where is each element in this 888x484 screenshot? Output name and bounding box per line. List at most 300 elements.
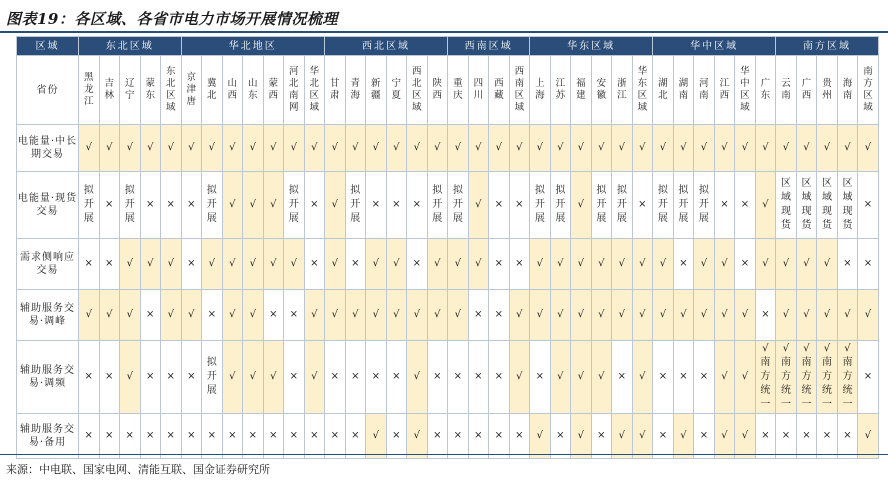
- status-cell: [571, 414, 592, 459]
- status-cell: [489, 341, 510, 414]
- status-cell: [632, 239, 653, 290]
- status-cell: [304, 414, 325, 459]
- status-value: ×: [351, 430, 360, 441]
- status-cell: [755, 239, 776, 290]
- status-cell: [571, 239, 592, 290]
- status-cell: [509, 239, 530, 290]
- status-cell: [366, 125, 387, 172]
- status-value: 拟开展: [678, 185, 689, 224]
- status-value: √: [270, 199, 277, 210]
- province-cell: [735, 56, 756, 125]
- status-value: ×: [494, 430, 504, 441]
- status-value: ×: [84, 371, 93, 382]
- province-name: 江西: [719, 78, 730, 101]
- status-value: √: [393, 258, 400, 269]
- status-value: √: [106, 309, 113, 320]
- status-cell: [714, 239, 735, 290]
- status-value: √: [782, 142, 790, 153]
- status-cell: [243, 414, 264, 459]
- status-value: ×: [289, 430, 298, 441]
- status-value: ×: [863, 371, 873, 382]
- province-name: 吉林: [104, 78, 114, 101]
- status-value: 拟开展: [657, 185, 668, 224]
- status-cell: [776, 172, 797, 239]
- status-value: ×: [679, 371, 688, 382]
- status-cell: [325, 172, 346, 239]
- status-value: √: [167, 309, 174, 320]
- status-value: √: [618, 142, 626, 153]
- status-cell: [735, 172, 756, 239]
- province-name: 安徽: [596, 78, 607, 101]
- province-name: 云南: [781, 78, 791, 101]
- status-value: 拟开展: [616, 185, 627, 224]
- status-value: √: [618, 309, 626, 320]
- footer-rule: [0, 454, 888, 455]
- status-cell: [653, 290, 674, 341]
- market-status-table: [16, 36, 879, 459]
- status-cell: [140, 414, 161, 459]
- status-cell: [284, 125, 305, 172]
- province-cell: [694, 56, 715, 125]
- status-cell: [345, 290, 366, 341]
- trade-type-label: 辅助服务交易·调频: [17, 341, 79, 414]
- status-cell: [161, 239, 182, 290]
- status-value: ×: [474, 371, 483, 382]
- title-rule: [0, 31, 888, 33]
- status-value: √: [167, 258, 174, 269]
- status-cell: [776, 290, 797, 341]
- status-value: √: [639, 309, 646, 320]
- province-name: 南方区域: [863, 66, 873, 113]
- status-cell: [632, 172, 653, 239]
- status-value: ×: [474, 309, 483, 320]
- status-cell: [550, 125, 571, 172]
- status-cell: [632, 414, 653, 459]
- status-value: ×: [289, 309, 298, 320]
- status-value: √: [536, 309, 544, 320]
- status-value: ×: [371, 371, 380, 382]
- status-value: √南方统一: [821, 343, 832, 410]
- status-value: 区域现货: [801, 178, 812, 231]
- status-value: √: [680, 309, 687, 320]
- status-value: √: [516, 371, 523, 382]
- status-cell: [427, 290, 448, 341]
- province-cell: [263, 56, 284, 125]
- status-cell: [837, 239, 858, 290]
- status-value: ×: [351, 258, 360, 269]
- status-cell: [448, 341, 469, 414]
- status-value: √: [659, 142, 667, 153]
- status-cell: [468, 172, 489, 239]
- status-value: √: [741, 309, 749, 320]
- status-cell: [632, 290, 653, 341]
- status-cell: [571, 125, 592, 172]
- status-value: √: [823, 142, 831, 153]
- status-cell: [79, 414, 100, 459]
- status-cell: [222, 125, 243, 172]
- status-cell: [591, 239, 612, 290]
- status-cell: [202, 125, 223, 172]
- status-value: √: [372, 430, 379, 441]
- status-cell: [714, 341, 735, 414]
- status-value: √: [782, 309, 790, 320]
- status-value: √: [618, 430, 626, 441]
- status-value: √: [229, 309, 236, 320]
- status-value: ×: [105, 258, 114, 269]
- status-cell: [509, 341, 530, 414]
- trade-type-row: [17, 414, 879, 459]
- status-cell: [694, 414, 715, 459]
- status-cell: [448, 414, 469, 459]
- status-cell: [345, 414, 366, 459]
- status-value: ×: [166, 199, 175, 210]
- province-name: 广东: [760, 78, 771, 101]
- province-name: 福建: [576, 78, 586, 101]
- status-value: ×: [330, 371, 339, 382]
- status-value: √: [557, 371, 564, 382]
- status-value: ×: [84, 258, 93, 269]
- status-value: √: [249, 199, 256, 210]
- status-cell: [140, 239, 161, 290]
- status-cell: [858, 125, 879, 172]
- status-value: √: [229, 258, 236, 269]
- status-cell: [694, 239, 715, 290]
- status-value: √: [536, 142, 544, 153]
- status-cell: [632, 125, 653, 172]
- status-cell: [202, 239, 223, 290]
- trade-type-label: 辅助服务交易·备用: [17, 414, 79, 459]
- province-cell: [99, 56, 120, 125]
- status-cell: [181, 239, 202, 290]
- status-value: √: [147, 258, 154, 269]
- status-cell: [653, 341, 674, 414]
- status-value: √: [352, 142, 359, 153]
- province-name: 四川: [473, 78, 484, 101]
- status-cell: [796, 290, 817, 341]
- status-cell: [140, 290, 161, 341]
- status-cell: [776, 414, 797, 459]
- status-cell: [612, 414, 633, 459]
- status-cell: [284, 239, 305, 290]
- status-value: √: [577, 142, 585, 153]
- province-name: 浙江: [617, 78, 627, 101]
- status-cell: [407, 125, 428, 172]
- status-cell: [468, 341, 489, 414]
- status-value: 拟开展: [698, 185, 709, 224]
- status-value: ×: [699, 371, 709, 382]
- status-cell: [263, 172, 284, 239]
- status-cell: [386, 125, 407, 172]
- status-cell: [263, 341, 284, 414]
- region-header: 华中区域: [653, 37, 776, 56]
- status-value: √: [311, 371, 318, 382]
- status-cell: [632, 341, 653, 414]
- status-cell: [325, 125, 346, 172]
- status-value: √: [741, 371, 749, 382]
- status-cell: [694, 290, 715, 341]
- status-value: 拟开展: [452, 185, 463, 224]
- status-cell: [243, 239, 264, 290]
- status-cell: [304, 172, 325, 239]
- province-cell: [181, 56, 202, 125]
- status-value: √: [290, 258, 297, 269]
- status-value: √南方统一: [760, 343, 771, 410]
- status-value: √: [680, 142, 687, 153]
- province-cell: [530, 56, 551, 125]
- status-value: √: [126, 142, 133, 153]
- status-cell: [366, 290, 387, 341]
- status-value: √: [639, 430, 646, 441]
- status-cell: [755, 290, 776, 341]
- status-cell: [468, 125, 489, 172]
- status-cell: [796, 239, 817, 290]
- status-cell: [161, 125, 182, 172]
- status-value: √: [721, 309, 728, 320]
- status-cell: [694, 341, 715, 414]
- status-cell: [222, 172, 243, 239]
- status-cell: [837, 341, 858, 414]
- status-cell: [99, 172, 120, 239]
- status-cell: [653, 125, 674, 172]
- status-value: √: [126, 309, 133, 320]
- status-value: √: [782, 258, 790, 269]
- status-cell: [325, 239, 346, 290]
- status-value: √: [577, 199, 585, 210]
- status-cell: [673, 414, 694, 459]
- status-value: √: [577, 371, 585, 382]
- status-value: √: [762, 258, 769, 269]
- status-cell: [345, 341, 366, 414]
- status-cell: [858, 290, 879, 341]
- status-cell: [755, 341, 776, 414]
- status-cell: [858, 341, 879, 414]
- status-cell: [530, 125, 551, 172]
- status-cell: [489, 172, 510, 239]
- status-cell: [345, 172, 366, 239]
- status-cell: [120, 239, 141, 290]
- status-value: √: [434, 309, 441, 320]
- status-value: √: [475, 258, 482, 269]
- region-header: 华北地区: [181, 37, 325, 56]
- status-cell: [714, 290, 735, 341]
- status-value: √: [372, 258, 379, 269]
- status-cell: [304, 290, 325, 341]
- status-cell: [817, 239, 838, 290]
- status-value: ×: [679, 258, 688, 269]
- status-cell: [243, 172, 264, 239]
- status-cell: [530, 290, 551, 341]
- province-cell: [673, 56, 694, 125]
- status-value: √: [864, 430, 872, 441]
- status-value: √: [352, 309, 359, 320]
- status-cell: [386, 172, 407, 239]
- province-cell: [714, 56, 735, 125]
- status-cell: [79, 125, 100, 172]
- status-cell: [735, 414, 756, 459]
- status-value: 拟开展: [350, 185, 361, 224]
- status-cell: [325, 290, 346, 341]
- province-name: 西南区域: [514, 66, 525, 113]
- status-cell: [263, 239, 284, 290]
- status-value: √: [557, 309, 564, 320]
- status-cell: [202, 172, 223, 239]
- province-cell: [222, 56, 243, 125]
- status-value: ×: [310, 258, 319, 269]
- province-cell: [817, 56, 838, 125]
- status-value: √: [803, 309, 810, 320]
- trade-type-row: [17, 125, 879, 172]
- status-cell: [509, 290, 530, 341]
- status-cell: [345, 125, 366, 172]
- status-value: ×: [843, 258, 852, 269]
- status-cell: [489, 290, 510, 341]
- status-value: √: [393, 309, 400, 320]
- status-value: √南方统一: [780, 343, 791, 410]
- status-cell: [99, 125, 120, 172]
- status-value: √: [270, 371, 277, 382]
- status-value: ×: [761, 309, 770, 320]
- status-value: √: [85, 309, 92, 320]
- province-name: 甘肃: [330, 78, 340, 101]
- status-cell: [530, 172, 551, 239]
- status-value: √: [229, 142, 236, 153]
- province-name: 山西: [227, 78, 238, 101]
- status-cell: [407, 239, 428, 290]
- status-cell: [448, 239, 469, 290]
- status-cell: [99, 239, 120, 290]
- status-value: ×: [248, 430, 257, 441]
- status-cell: [79, 341, 100, 414]
- status-cell: [120, 341, 141, 414]
- province-cell: [386, 56, 407, 125]
- province-name: 广西: [801, 78, 812, 101]
- status-value: √: [331, 142, 338, 153]
- status-cell: [284, 341, 305, 414]
- status-value: √: [864, 142, 872, 153]
- status-value: √: [249, 142, 256, 153]
- status-value: √: [454, 142, 462, 153]
- province-cell: [571, 56, 592, 125]
- status-cell: [140, 172, 161, 239]
- status-cell: [755, 414, 776, 459]
- province-name: 新疆: [371, 78, 381, 101]
- status-cell: [694, 172, 715, 239]
- status-value: ×: [412, 199, 421, 210]
- status-value: √南方统一: [842, 343, 853, 410]
- status-cell: [222, 414, 243, 459]
- status-value: ×: [597, 430, 606, 441]
- status-cell: [161, 341, 182, 414]
- status-cell: [427, 341, 448, 414]
- trade-type-row: [17, 341, 879, 414]
- status-value: √: [598, 371, 605, 382]
- status-cell: [161, 172, 182, 239]
- province-name: 京津唐: [186, 72, 197, 107]
- province-name: 华中区域: [740, 66, 750, 113]
- province-cell: [468, 56, 489, 125]
- status-cell: [120, 172, 141, 239]
- status-cell: [222, 239, 243, 290]
- status-cell: [673, 290, 694, 341]
- status-value: √: [536, 430, 544, 441]
- status-cell: [140, 125, 161, 172]
- status-value: ×: [146, 199, 155, 210]
- status-cell: [161, 290, 182, 341]
- status-value: √: [844, 142, 851, 153]
- province-cell: [550, 56, 571, 125]
- status-cell: [345, 239, 366, 290]
- status-cell: [817, 125, 838, 172]
- province-cell: [161, 56, 182, 125]
- status-value: 拟开展: [83, 185, 94, 224]
- status-value: ×: [146, 371, 155, 382]
- status-value: 拟开展: [288, 185, 299, 224]
- status-value: ×: [105, 199, 114, 210]
- status-cell: [181, 290, 202, 341]
- status-cell: [550, 172, 571, 239]
- status-value: √: [762, 142, 769, 153]
- status-cell: [591, 172, 612, 239]
- status-value: √: [454, 309, 462, 320]
- status-cell: [776, 125, 797, 172]
- status-cell: [427, 239, 448, 290]
- status-value: √: [208, 142, 215, 153]
- status-cell: [366, 341, 387, 414]
- status-cell: [181, 414, 202, 459]
- status-value: √: [413, 309, 420, 320]
- province-cell: [345, 56, 366, 125]
- status-value: ×: [207, 430, 216, 441]
- status-value: ×: [187, 199, 196, 210]
- province-name: 西藏: [494, 78, 504, 101]
- province-name: 河北南网: [289, 66, 299, 113]
- status-cell: [222, 290, 243, 341]
- status-value: ×: [453, 371, 463, 382]
- status-cell: [489, 125, 510, 172]
- status-value: ×: [310, 199, 319, 210]
- province-cell: [509, 56, 530, 125]
- status-cell: [817, 290, 838, 341]
- header-corner: 区域: [17, 37, 79, 56]
- status-value: √: [208, 258, 215, 269]
- province-name: 蒙东: [145, 78, 155, 101]
- status-cell: [591, 341, 612, 414]
- status-cell: [714, 414, 735, 459]
- status-value: ×: [371, 199, 380, 210]
- status-cell: [427, 414, 448, 459]
- status-value: ×: [269, 430, 278, 441]
- status-cell: [366, 414, 387, 459]
- status-cell: [427, 172, 448, 239]
- status-value: ×: [515, 258, 524, 269]
- status-cell: [858, 239, 879, 290]
- province-name: 湖北: [658, 78, 668, 101]
- status-cell: [591, 125, 612, 172]
- status-value: √: [331, 199, 338, 210]
- status-cell: [735, 125, 756, 172]
- status-value: ×: [658, 371, 668, 382]
- trade-type-label: 电能量·中长期交易: [17, 125, 79, 172]
- region-header: 华东区域: [530, 37, 653, 56]
- status-cell: [591, 290, 612, 341]
- status-value: √: [413, 142, 420, 153]
- status-value: ×: [187, 258, 196, 269]
- status-cell: [714, 125, 735, 172]
- status-value: ×: [412, 258, 421, 269]
- status-value: √: [639, 371, 646, 382]
- province-cell: [755, 56, 776, 125]
- status-value: √: [413, 430, 420, 441]
